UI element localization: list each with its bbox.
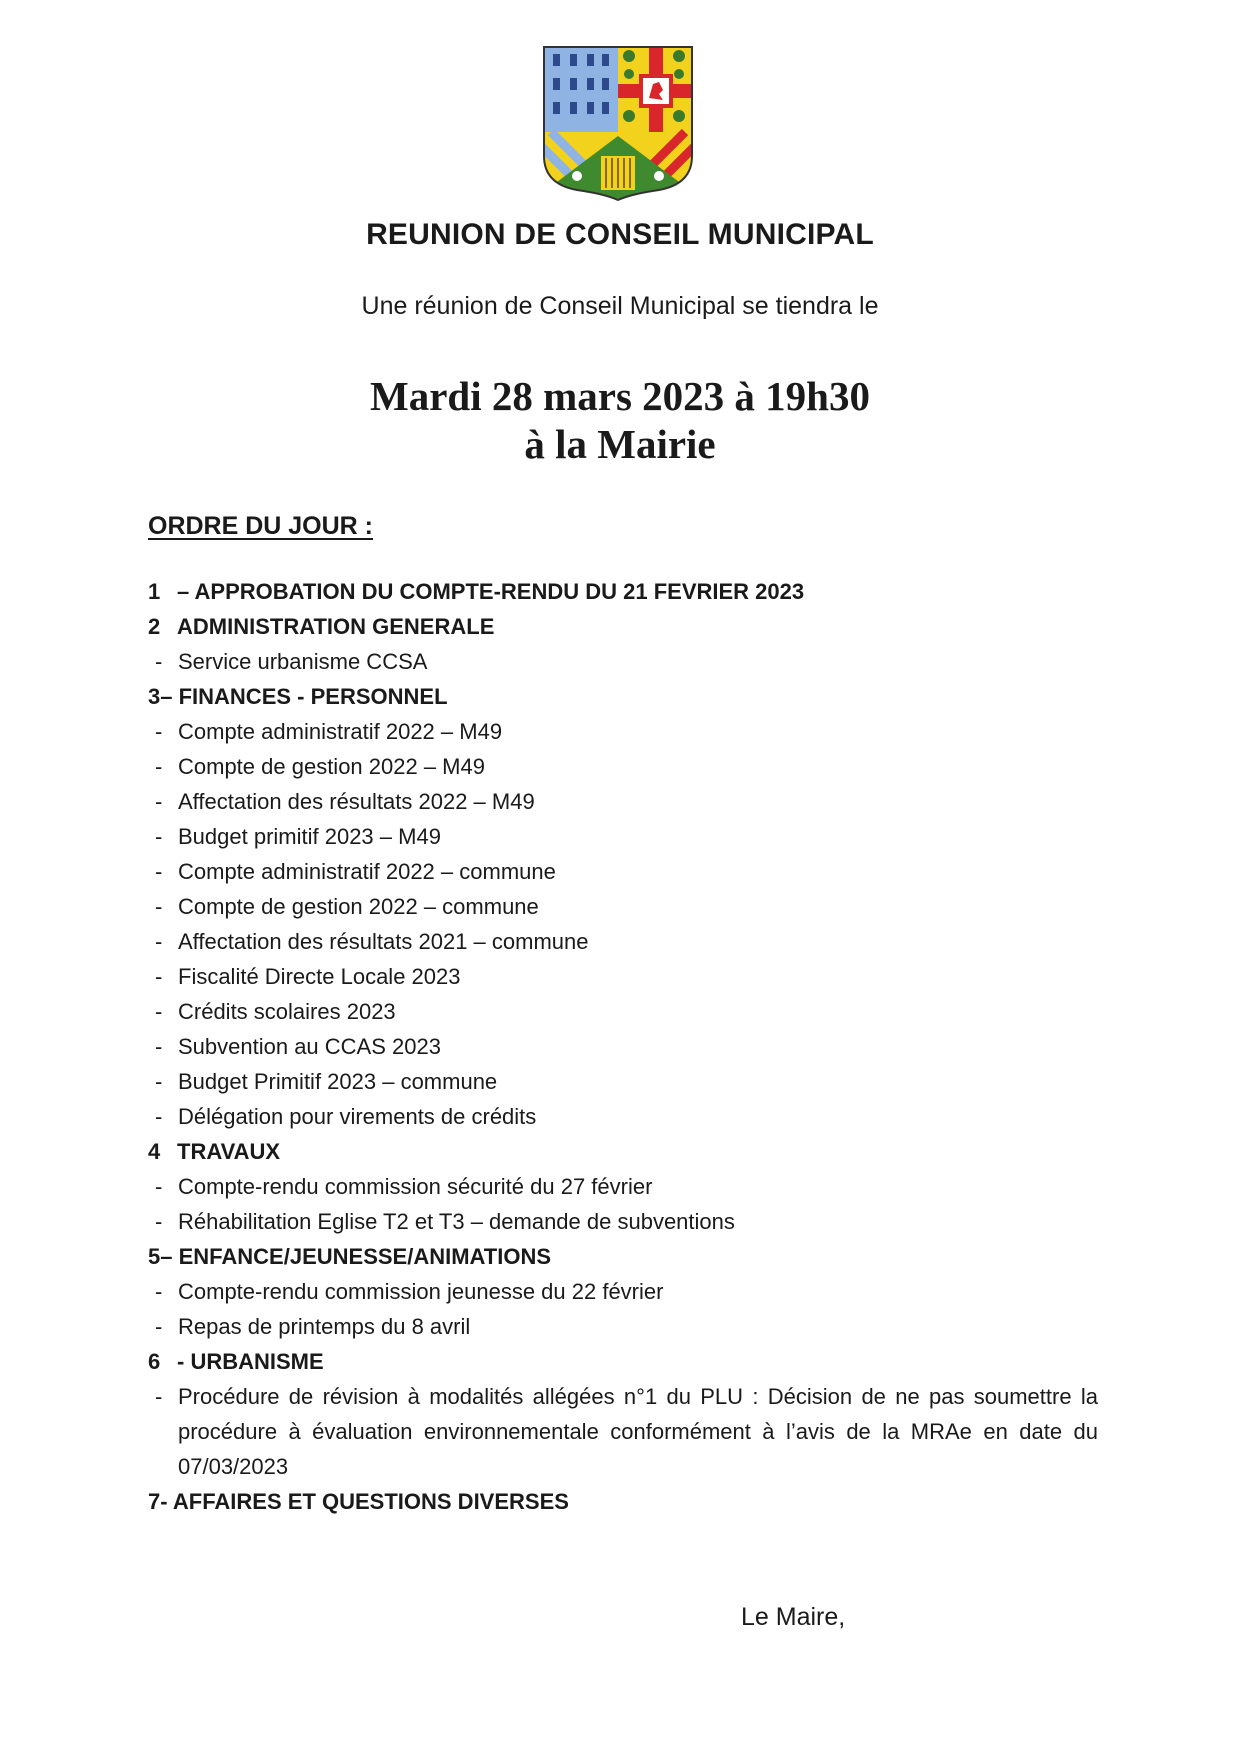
bullet-dash: -: [155, 824, 163, 849]
agenda-item: [148, 1204, 1098, 1239]
meeting-date: Mardi 28 mars 2023 à 19h30: [370, 373, 870, 419]
agenda-item-text: Compte de gestion 2022 – commune: [178, 894, 539, 919]
bullet-dash: -: [155, 754, 163, 779]
bullet-dash: -: [155, 649, 163, 674]
agenda-item-text: Affectation des résultats 2022 – M49: [178, 789, 535, 814]
section-number: 6: [148, 1349, 161, 1374]
agenda-item-text: Compte administratif 2022 – commune: [178, 859, 556, 884]
agenda-item: [148, 1309, 1098, 1344]
agenda-item-text: Compte de gestion 2022 – M49: [178, 754, 485, 779]
agenda-item-text: Budget primitif 2023 – M49: [178, 824, 441, 849]
agenda-section: [148, 1134, 1098, 1169]
agenda-item: [148, 959, 1098, 994]
bullet-dash: -: [155, 859, 163, 884]
bullet-dash: -: [155, 929, 163, 954]
agenda-item: [148, 994, 1098, 1029]
bullet-dash: -: [155, 719, 163, 744]
bullet-dash: -: [155, 894, 163, 919]
agenda-item-text: Subvention au CCAS 2023: [178, 1034, 441, 1059]
section-number: 7: [148, 1489, 161, 1514]
section-number: 4: [148, 1139, 161, 1164]
agenda-section: [148, 1344, 1098, 1379]
bullet-dash: -: [155, 789, 163, 814]
agenda-section: [148, 679, 1098, 714]
section-title: TRAVAUX: [177, 1139, 281, 1164]
agenda-item: [148, 644, 1098, 679]
agenda-section: [148, 1484, 1098, 1519]
agenda-item-text: Délégation pour virements de crédits: [178, 1104, 537, 1129]
bullet-dash: -: [155, 1314, 163, 1339]
agenda-item: [148, 714, 1098, 749]
meeting-place: à la Mairie: [524, 421, 716, 467]
agenda-item-text: Compte-rendu commission sécurité du 27 février: [178, 1174, 653, 1199]
agenda-item: [148, 854, 1098, 889]
agenda-item: [148, 819, 1098, 854]
section-title: ADMINISTRATION GENERALE: [177, 614, 495, 639]
agenda-item: [148, 1029, 1098, 1064]
section-number: 2: [148, 614, 161, 639]
agenda-section: [148, 609, 1098, 644]
agenda-item-text: Repas de printemps du 8 avril: [178, 1314, 471, 1339]
agenda-item-text: Fiscalité Directe Locale 2023: [178, 964, 461, 989]
bullet-dash: -: [155, 1104, 163, 1129]
agenda-item-text: Budget Primitif 2023 – commune: [178, 1069, 498, 1094]
section-title: - URBANISME: [177, 1349, 324, 1374]
agenda-item-text: Compte-rendu commission jeunesse du 22 février: [178, 1279, 664, 1304]
bullet-dash: -: [155, 1174, 163, 1199]
agenda-section: [148, 1239, 1098, 1274]
section-title: – ENFANCE/JEUNESSE/ANIMATIONS: [160, 1244, 552, 1269]
agenda-heading: ORDRE DU JOUR :: [148, 512, 374, 540]
agenda-item: [148, 1099, 1098, 1134]
section-title: - AFFAIRES ET QUESTIONS DIVERSES: [160, 1489, 569, 1514]
section-title: – APPROBATION DU COMPTE-RENDU DU 21 FEVRIER 2023: [177, 579, 805, 604]
bullet-dash: -: [155, 1384, 163, 1409]
mayor-signature: Le Maire,: [741, 1603, 846, 1631]
agenda-item: [148, 889, 1098, 924]
agenda-item: [148, 924, 1098, 959]
meeting-date-block: [0, 372, 1240, 468]
agenda-item: [148, 1064, 1098, 1099]
agenda-item-text: Crédits scolaires 2023: [178, 999, 396, 1024]
agenda-item-text: Procédure de révision à modalités allégées n°1 du PLU : Décision de ne pas soumettre la procédure à évaluation environnementale conformément à l’avis de la MRAe en date du 07/03/2023: [178, 1384, 1098, 1479]
bullet-dash: -: [155, 1034, 163, 1059]
bullet-dash: -: [155, 1069, 163, 1094]
agenda-item: [148, 1274, 1098, 1309]
section-number: 5: [148, 1244, 161, 1269]
meeting-intro: Une réunion de Conseil Municipal se tiendra le: [361, 292, 879, 320]
agenda-item-text: Service urbanisme CCSA: [178, 649, 428, 674]
agenda-item: [148, 1379, 1098, 1484]
section-title: – FINANCES - PERSONNEL: [160, 684, 448, 709]
agenda-item: [148, 784, 1098, 819]
agenda-list: [148, 574, 1098, 1519]
agenda-section: [148, 574, 1098, 609]
bullet-dash: -: [155, 999, 163, 1024]
bullet-dash: -: [155, 964, 163, 989]
agenda-item-text: Compte administratif 2022 – M49: [178, 719, 503, 744]
municipal-coat-of-arms: [541, 44, 695, 202]
agenda-item: [148, 1169, 1098, 1204]
agenda-item-text: Réhabilitation Eglise T2 et T3 – demande de subventions: [178, 1209, 735, 1234]
agenda-item: [148, 749, 1098, 784]
bullet-dash: -: [155, 1209, 163, 1234]
bullet-dash: -: [155, 1279, 163, 1304]
section-number: 3: [148, 684, 161, 709]
agenda-item-text: Affectation des résultats 2021 – commune: [178, 929, 589, 954]
section-number: 1: [148, 579, 161, 604]
page-title: REUNION DE CONSEIL MUNICIPAL: [366, 218, 874, 251]
